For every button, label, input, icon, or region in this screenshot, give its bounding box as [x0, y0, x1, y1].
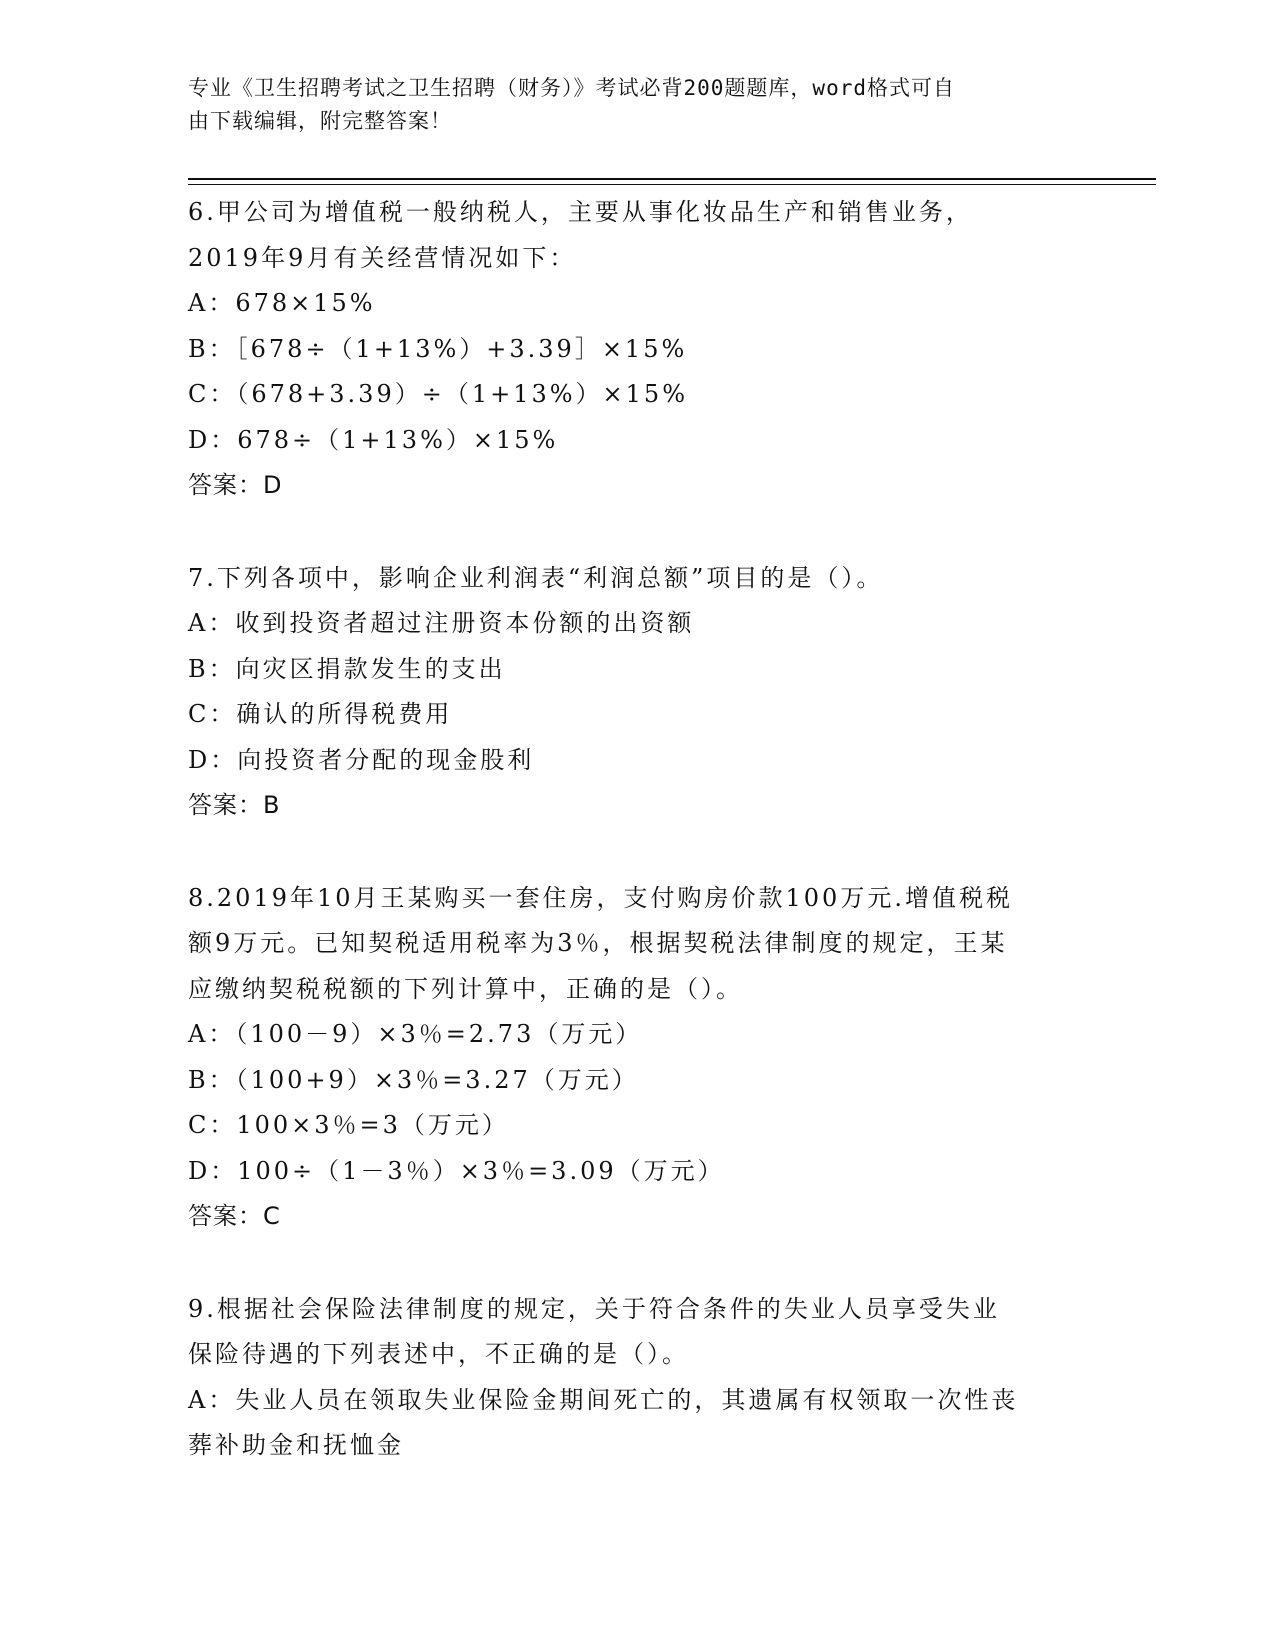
option-a: A：678×15%: [188, 289, 376, 317]
option-b: B：向灾区捐款发生的支出: [188, 654, 506, 683]
question-stem-line: 2019年9月有关经营情况如下：: [188, 243, 577, 272]
question-list: [188, 190, 1088, 1516]
question-stem-line: 保险待遇的下列表述中，不正确的是（）。: [188, 1340, 689, 1368]
question-stem-line: 6.甲公司为增值税一般纳税人，主要从事化妆品生产和销售业务，: [188, 198, 973, 226]
header-line-1: 专业《卫生招聘考试之卫生招聘（财务）》考试必背200题题库，word格式可自: [188, 76, 955, 100]
header-line-2: 由下载编辑，附完整答案！: [188, 109, 452, 133]
option-d: D：678÷（1+13%）×15%: [188, 425, 559, 454]
question-8: [188, 876, 1088, 1240]
option-d: D：100÷（1－3％）×3％=3.09（万元）: [188, 1156, 725, 1185]
answer-text: 答案：C: [188, 1202, 281, 1230]
question-6: [188, 190, 1088, 509]
option-a: A：收到投资者超过注册资本份额的出资额: [188, 609, 695, 637]
option-c: C：100×3％=3（万元）: [188, 1111, 509, 1139]
answer-text: 答案：B: [188, 791, 281, 819]
question-stem-line: 9.根据社会保险法律制度的规定，关于符合条件的失业人员享受失业: [188, 1294, 1000, 1323]
document-header: [188, 72, 1068, 138]
question-stem-line: 8.2019年10月王某购买一套住房，支付购房价款100万元.增值税税: [188, 883, 1013, 912]
option-a: A：失业人员在领取失业保险金期间死亡的，其遗属有权领取一次性丧: [188, 1385, 1019, 1414]
option-a: A：（100－9）×3％=2.73（万元）: [188, 1020, 643, 1048]
question-9: [188, 1287, 1088, 1469]
question-stem-line: 应缴纳契税税额的下列计算中，正确的是（）。: [188, 974, 743, 1003]
option-c: C：确认的所得税费用: [188, 700, 453, 728]
header-divider-thick: [188, 178, 1156, 180]
header-divider-thin: [188, 184, 1156, 185]
option-b: B：（100+9）×3％=3.27（万元）: [188, 1065, 639, 1094]
option-d: D：向投资者分配的现金股利: [188, 745, 535, 774]
option-c: C：（678+3.39）÷（1+13%）×15%: [188, 380, 689, 408]
option-a-continued: 葬补助金和抚恤金: [188, 1431, 404, 1459]
question-7: [188, 556, 1088, 829]
question-stem-line: 额9万元。已知契税适用税率为3％，根据契税法律制度的规定，王某: [188, 929, 1008, 957]
option-b: B：［678÷（1+13%）+3.39］×15%: [188, 334, 688, 363]
question-stem-line: 7.下列各项中，影响企业利润表“利润总额”项目的是（）。: [188, 563, 884, 592]
answer-text: 答案：D: [188, 471, 283, 499]
